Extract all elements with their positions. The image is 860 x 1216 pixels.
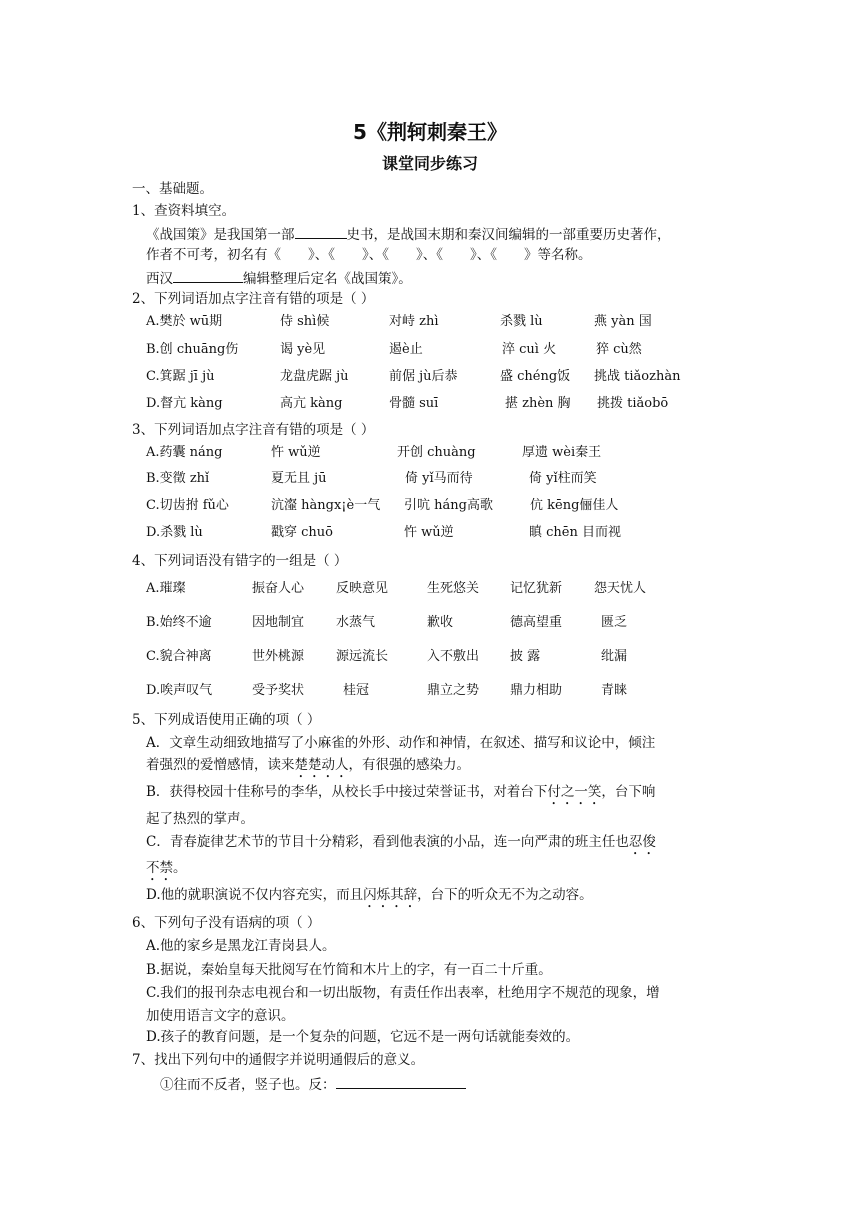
option-cell: C.箕踞 jī jù — [146, 369, 215, 384]
option-cell: 夏无且 jū — [271, 471, 327, 486]
option-cell: 忤 wǔ逆 — [271, 445, 321, 460]
option-cell: A.樊於 wū期 — [146, 314, 223, 329]
question-5-option-a: A．文章生动细致地描写了小麻雀的外形、动作和神情，在叙述、描写和议论中，倾注 — [146, 735, 656, 751]
question-6-heading: 6、下列句子没有语病的项（ ） — [132, 915, 321, 931]
answer-blank[interactable] — [336, 1074, 466, 1089]
option-cell: 开创 chuàng — [397, 445, 476, 460]
option-cell: B.始终不逾 — [146, 615, 212, 630]
option-cell: 揕 zhèn 胸 — [505, 396, 571, 411]
option-cell: 谒 yè见 — [280, 342, 326, 357]
question-1-heading: 1、查资料填空。 — [132, 203, 236, 219]
option-cell: B.创 chuāng伤 — [146, 342, 239, 357]
option-cell: 记忆犹新 — [510, 581, 563, 596]
option-cell: 挑拨 tiǎobō — [597, 396, 669, 411]
option-cell: A.药囊 náng — [146, 445, 223, 460]
question-1-line-3: 西汉 编辑整理后定名《战国策》。 — [146, 268, 412, 288]
option-cell: 沆瀣 hàngx¡è一气 — [271, 498, 381, 513]
question-1-line-1: 《战国策》是我国第一部 史书，是战国末期和秦汉间编辑的一部重要历史著作， — [146, 224, 671, 244]
question-5-option-a-cont: 着强烈的爱憎感情，读来楚楚动人，有很强的感染力。 — [146, 757, 470, 773]
question-6-option-c: C.我们的报刊杂志电视台和一切出版物，有责任作出表率，杜绝用字不规范的现象，增 — [146, 985, 660, 1001]
question-5-option-c: C．青春旋律艺术节的节目十分精彩，看到他表演的小品，连一向严肃的班主任也忍俊 — [146, 834, 656, 850]
option-cell: 燕 yàn 国 — [594, 314, 652, 329]
option-cell: A.璀璨 — [146, 581, 186, 596]
question-6-option-c-cont: 加使用语言文字的意识。 — [146, 1008, 295, 1024]
option-cell: 前倨 jù后恭 — [389, 369, 458, 384]
fill-blank[interactable] — [173, 268, 243, 283]
question-5-heading: 5、下列成语使用正确的项（ ） — [132, 712, 321, 728]
question-5-option-d: D.他的就职演说不仅内容充实，而且闪烁其辞，台下的听众无不为之动容。 — [146, 887, 593, 903]
option-cell: B.变徵 zhǐ — [146, 471, 210, 486]
option-cell: 匮乏 — [601, 615, 628, 630]
option-cell: 纰漏 — [601, 649, 628, 664]
option-cell: 青睐 — [601, 683, 628, 698]
option-cell: 挑战 tiǎozhàn — [594, 369, 681, 384]
option-cell: 猝 cù然 — [596, 342, 642, 357]
question-6-option-d: D.孩子的教育问题，是一个复杂的问题，它远不是一两句话就能奏效的。 — [146, 1029, 580, 1045]
option-cell: 德高望重 — [510, 615, 563, 630]
question-6-option-a: A.他的家乡是黑龙江青岗县人。 — [146, 938, 336, 954]
option-cell: 水蒸气 — [336, 615, 376, 630]
option-cell: 鼎力相助 — [510, 683, 563, 698]
option-cell: 对峙 zhì — [389, 314, 439, 329]
page-title: 5《荆轲刺秦王》 — [353, 120, 507, 144]
section-heading: 一、基础题。 — [132, 181, 213, 197]
option-cell: 瞋 chēn 目而视 — [529, 525, 621, 540]
option-cell: 振奋人心 — [252, 581, 305, 596]
option-cell: 杀戮 lù — [500, 314, 543, 329]
option-cell: 入不敷出 — [427, 649, 480, 664]
option-cell: 世外桃源 — [252, 649, 305, 664]
option-cell: D.督亢 kàng — [146, 396, 223, 411]
question-3-heading: 3、下列词语加点字注音有错的项是（ ） — [132, 422, 375, 438]
option-cell: 受予奖状 — [252, 683, 305, 698]
option-cell: 披 露 — [510, 649, 541, 664]
option-cell: 源远流长 — [336, 649, 389, 664]
option-cell: C.切齿拊 fǔ心 — [146, 498, 229, 513]
option-cell: 因地制宜 — [252, 615, 305, 630]
option-cell: 淬 cuì 火 — [502, 342, 557, 357]
fill-blank[interactable] — [295, 224, 347, 239]
option-cell: 歉收 — [427, 615, 454, 630]
option-cell: 怨天忧人 — [594, 581, 647, 596]
option-cell: D.杀戮 lù — [146, 525, 203, 540]
option-cell: 生死悠关 — [427, 581, 480, 596]
question-2-heading: 2、下列词语加点字注音有错的项是（ ） — [132, 291, 375, 307]
option-cell: 伉 kēng俪佳人 — [530, 498, 619, 513]
option-cell: 反映意见 — [336, 581, 389, 596]
option-cell: 引吭 háng高歌 — [404, 498, 493, 513]
option-cell: 戳穿 chuō — [271, 525, 333, 540]
question-5-option-b: B．获得校园十佳称号的李华，从校长手中接过荣誉证书，对着台下付之一笑，台下响 — [146, 784, 656, 800]
question-5-option-b-cont: 起了热烈的掌声。 — [146, 811, 254, 827]
option-cell: 倚 yǐ柱而笑 — [529, 471, 597, 486]
question-1-line-2: 作者不可考，初名有《 》、《 》、《 》、《 》、《 》等名称。 — [146, 247, 592, 263]
option-cell: 龙盘虎踞 jù — [280, 369, 349, 384]
option-cell: 鼎立之势 — [427, 683, 480, 698]
option-cell: 倚 yǐ马而待 — [405, 471, 473, 486]
option-cell: 高亢 kàng — [280, 396, 343, 411]
question-7-item-1: ①往而不反者，竖子也。反： — [160, 1074, 466, 1094]
option-cell: 盛 chéng饭 — [500, 369, 571, 384]
question-5-option-c-cont: 不禁。 — [146, 860, 187, 876]
option-cell: 骨髓 suī — [389, 396, 439, 411]
option-cell: 遏è止 — [389, 342, 423, 357]
option-cell: 厚遗 wèi秦王 — [522, 445, 602, 460]
question-4-heading: 4、下列词语没有错字的一组是（ ） — [132, 553, 348, 569]
question-7-heading: 7、找出下列句中的通假字并说明通假后的意义。 — [132, 1052, 425, 1068]
question-6-option-b: B.据说，秦始皇每天批阅写在竹简和木片上的字，有一百二十斤重。 — [146, 962, 552, 978]
option-cell: 忤 wǔ逆 — [404, 525, 454, 540]
option-cell: D.唉声叹气 — [146, 683, 213, 698]
option-cell: C.貌合神离 — [146, 649, 212, 664]
option-cell: 桂冠 — [343, 683, 370, 698]
page-subtitle: 课堂同步练习 — [381, 154, 478, 173]
option-cell: 侍 shì候 — [280, 314, 330, 329]
